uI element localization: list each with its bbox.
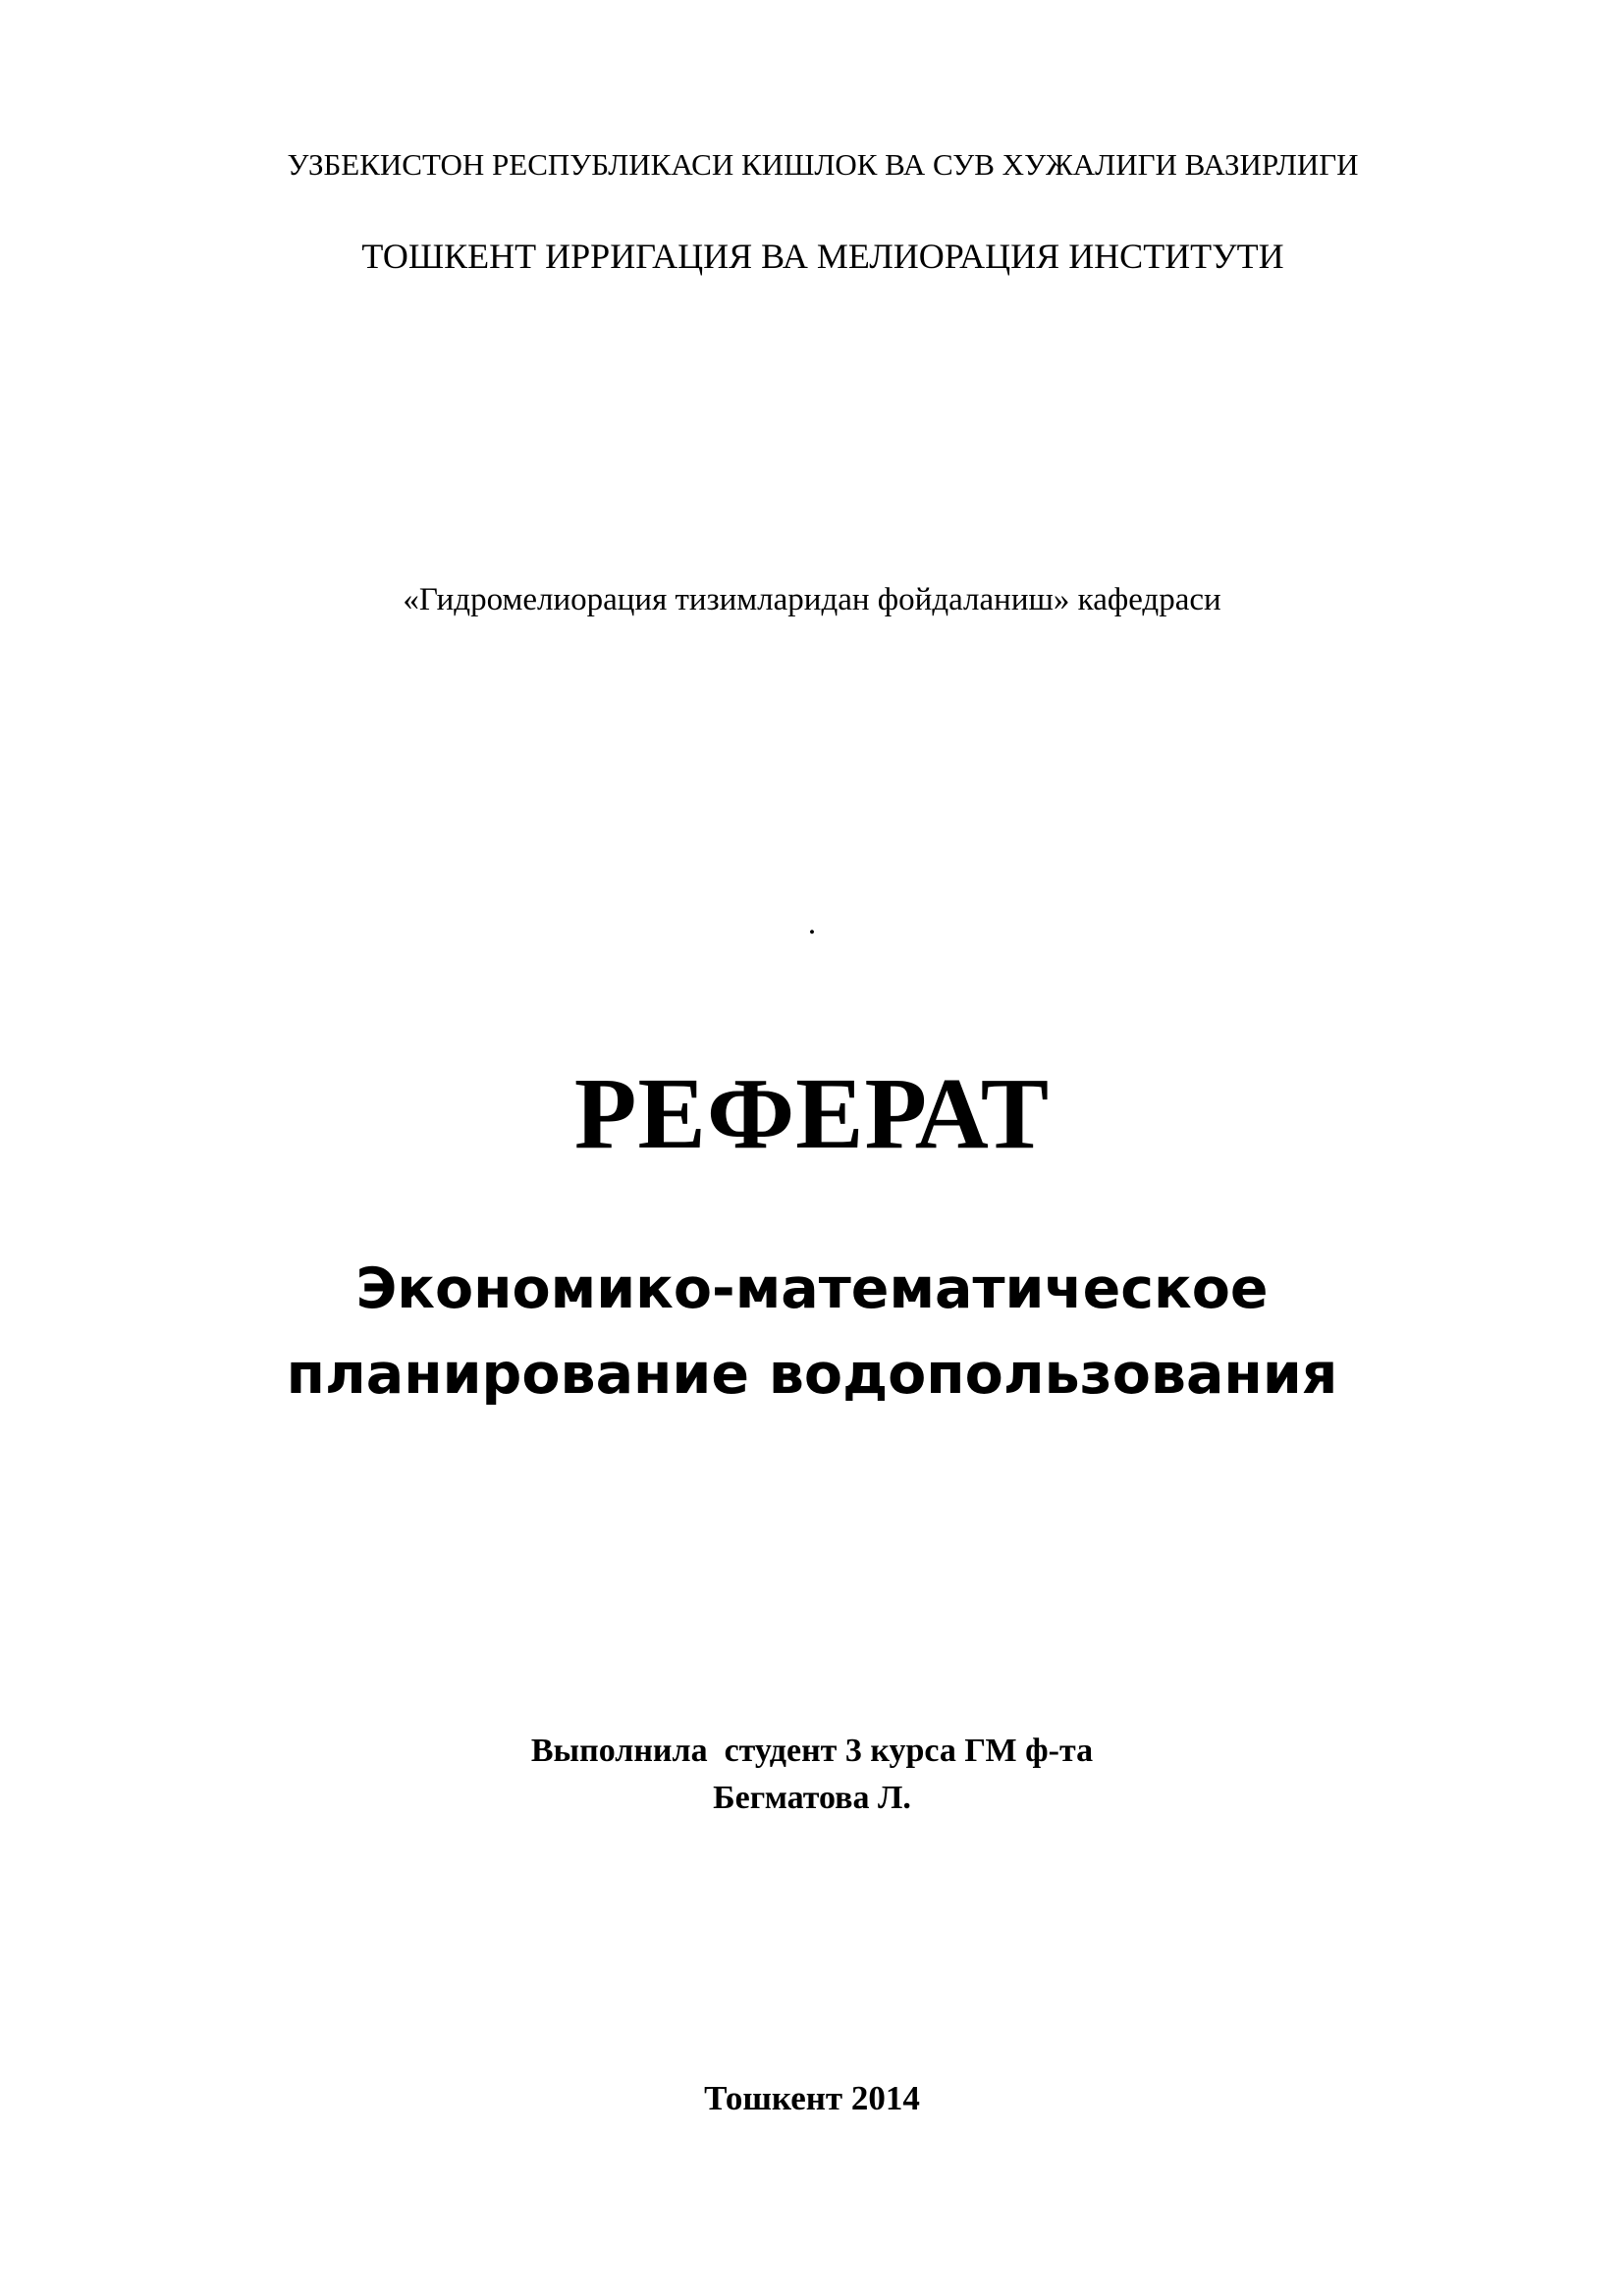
topic-title xyxy=(0,1247,1624,1417)
author-block xyxy=(0,1728,1624,1822)
document-type-heading: РЕФЕРАТ xyxy=(573,1057,1051,1170)
separator-dot: . xyxy=(807,905,817,941)
department-name: «Гидромелиорация тизимларидан фойдаланиш» кафедраси xyxy=(403,582,1221,617)
topic-title-line-2: планирование водопользования xyxy=(286,1342,1338,1407)
topic-title-line-1: Экономико-математическое xyxy=(355,1256,1269,1321)
ministry-name: УЗБЕКИСТОН РЕСПУБЛИКАСИ КИШЛОК ВА СУВ ХУЖАЛИГИ ВАЗИРЛИГИ xyxy=(287,147,1359,182)
city-and-year: Тошкент 2014 xyxy=(704,2079,920,2117)
institute-name: ТОШКЕНТ ИРРИГАЦИЯ ВА МЕЛИОРАЦИЯ ИНСТИТУТИ xyxy=(361,237,1284,276)
performed-by-line: Выполнила студент 3 курса ГМ ф-та xyxy=(530,1733,1094,1769)
author-name: Бегматова Л. xyxy=(713,1780,911,1816)
